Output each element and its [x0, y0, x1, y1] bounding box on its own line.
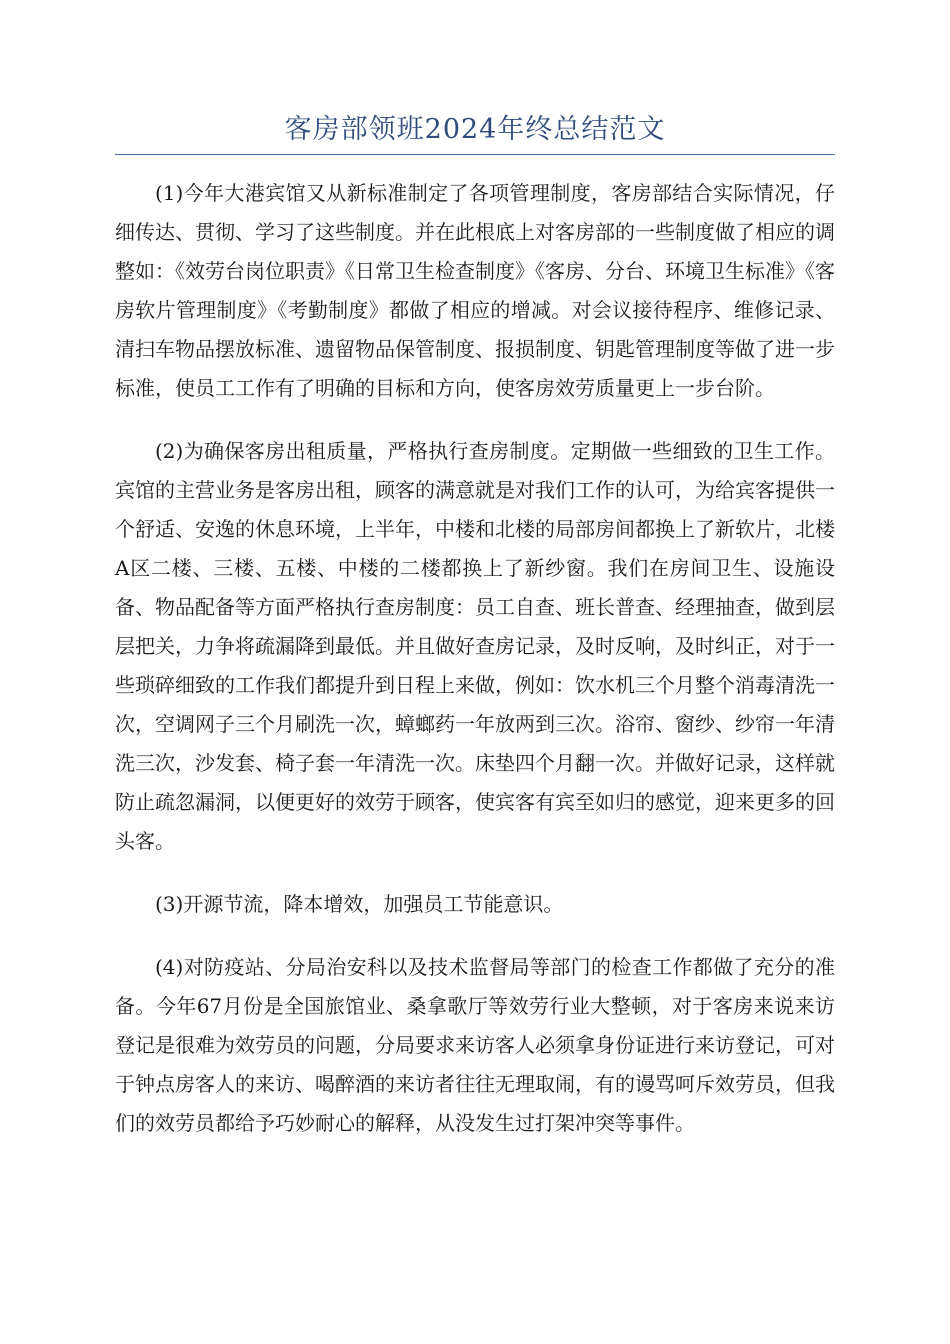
paragraph-4: (4)对防疫站、分局治安科以及技术监督局等部门的检查工作都做了充分的准备。今年67月份是全国旅馆业、桑拿歌厅等效劳行业大整顿，对于客房来说来访登记是很难为效劳员的问题，分局要求来访客人必须拿身份证进行来访登记，可对于钟点房客人的来访、喝醉酒的来访者往往无理取闹，有的谩骂呵斥效劳员，但我们的效劳员都给予巧妙耐心的解释，从没发生过打架冲突等事件。: [115, 955, 835, 1135]
paragraph-3: (3)开源节流，降本增效，加强员工节能意识。: [155, 892, 564, 916]
document-title: 客房部领班2024年终总结范文: [284, 114, 666, 145]
document-body: [115, 174, 835, 1167]
title-underline: [115, 154, 835, 155]
paragraph-2: (2)为确保客房出租质量，严格执行查房制度。定期做一些细致的卫生工作。宾馆的主营业务是客房出租，顾客的满意就是对我们工作的认可，为给宾客提供一个舒适、安逸的休息环境，上半年，中楼和北楼的局部房间都换上了新软片，北楼A区二楼、三楼、五楼、中楼的二楼都换上了新纱窗。我们在房间卫生、设施设备、物品配备等方面严格执行查房制度：员工自查、班长普查、经理抽查，做到层层把关，力争将疏漏降到最低。并且做好查房记录，及时反响，及时纠正，对于一些琐碎细致的工作我们都提升到日程上来做，例如：饮水机三个月整个消毒清洗一次，空调网子三个月刷洗一次，蟑螂药一年放两到三次。浴帘、窗纱、纱帘一年清洗三次，沙发套、椅子套一年清洗一次。床垫四个月翻一次。并做好记录，这样就防止疏忽漏洞，以便更好的效劳于顾客，使宾客有宾至如归的感觉，迎来更多的回头客。: [115, 439, 835, 853]
paragraph-1: (1)今年大港宾馆又从新标准制定了各项管理制度，客房部结合实际情况，仔细传达、贯彻、学习了这些制度。并在此根底上对客房部的一些制度做了相应的调整如：《效劳台岗位职责》《日常卫生检查制度》《客房、分台、环境卫生标准》《客房软片管理制度》《考勤制度》都做了相应的增减。对会议接待程序、维修记录、清扫车物品摆放标准、遗留物品保管制度、报损制度、钥匙管理制度等做了进一步标准，使员工工作有了明确的目标和方向，使客房效劳质量更上一步台阶。: [115, 181, 835, 400]
